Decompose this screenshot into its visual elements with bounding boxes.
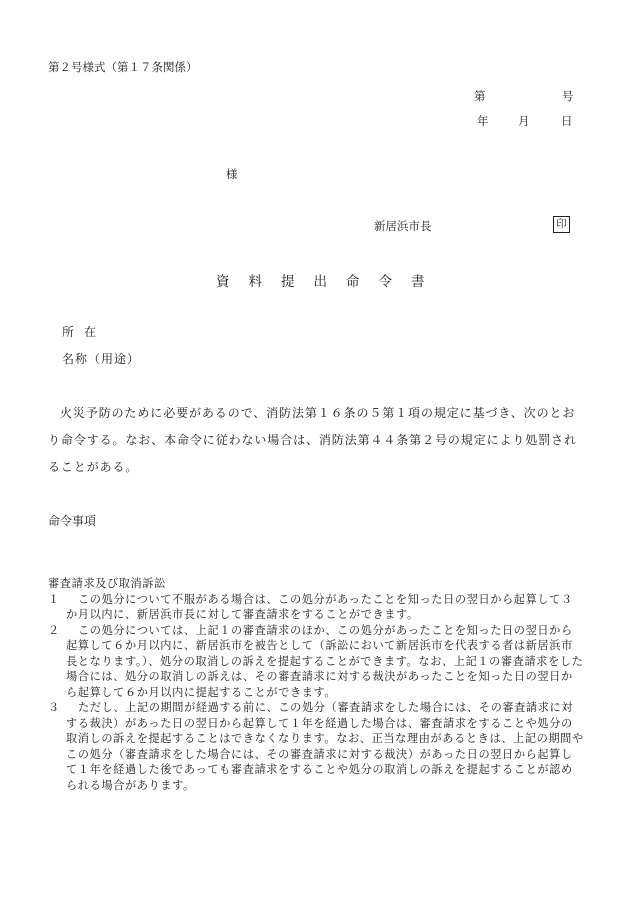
body-paragraph: [48, 400, 586, 481]
date-year: 年: [477, 114, 489, 128]
document-number-suffix: 号: [562, 89, 574, 103]
document-number: [474, 88, 574, 104]
appeal-item: [48, 592, 584, 623]
appeal-item-text: この処分について不服がある場合は、この処分があったことを知った日の翌日から起算して３か月以内に、新居浜市長に対して審査請求をすることができます。: [66, 592, 573, 621]
form-label: 第２号様式（第１７条関係）: [48, 60, 198, 74]
seal-stamp: 印: [553, 216, 570, 233]
order-items-label: 命令事項: [48, 514, 97, 528]
appeal-heading: 審査請求及び取消訴訟: [48, 577, 166, 590]
field-name-label: 名称（用途）: [62, 352, 141, 366]
appeal-item-number: １: [48, 592, 60, 606]
appeal-item-number: ３: [48, 701, 60, 714]
appeal-item-number: ２: [48, 623, 60, 637]
document-number-prefix: 第: [474, 89, 486, 103]
appeal-item: [48, 700, 584, 793]
field-location-label: 所在: [62, 325, 107, 339]
appeal-section: [48, 576, 584, 793]
date-day: 日: [561, 114, 573, 128]
appeal-item-text: ただし、上記の期間が経過する前に、この処分（審査請求をした場合には、その審査請求に対する裁決）があった日の翌日から起算して１年を経過した場合は、審査請求をすることや処分の取消しの訴えを提起することはできなくなります。なお、正当な理由があるときは、上記の期間やこの処分（審査請求をした場合には、その審査請求に対する裁決）があった日の翌日から起算して１年を経過した後であっても審査請求をすることや処分の取消しの訴えを提起することが認められる場合があります。: [66, 701, 584, 792]
issuer-name: 新居浜市長: [374, 219, 432, 233]
date-month: 月: [518, 114, 530, 128]
document-title: 資料提出命令書: [216, 274, 444, 290]
appeal-item: [48, 623, 584, 701]
appeal-item-text: この処分については、上記１の審査請求のほか、この処分があったことを知った日の翌日から起算して６か月以内に、新居浜市を被告として（訴訟において新居浜市を代表する者は新居浜市長となります。）、処分の取消しの訴えを提起することができます。なお、上記１の審査請求をした場合には、処分の取消しの訴えは、その審査請求に対する裁決があったことを知った日の翌日から起算して６か月以内に提起することができます。: [66, 623, 584, 699]
body-text: 火災予防のために必要があるので、消防法第１６条の５第１項の規定に基づき、次のとおり命令する。なお、本命令に従わない場合は、消防法第４４条第２号の規定により処罰されることがある。: [48, 406, 577, 474]
addressee: 様: [226, 167, 238, 181]
